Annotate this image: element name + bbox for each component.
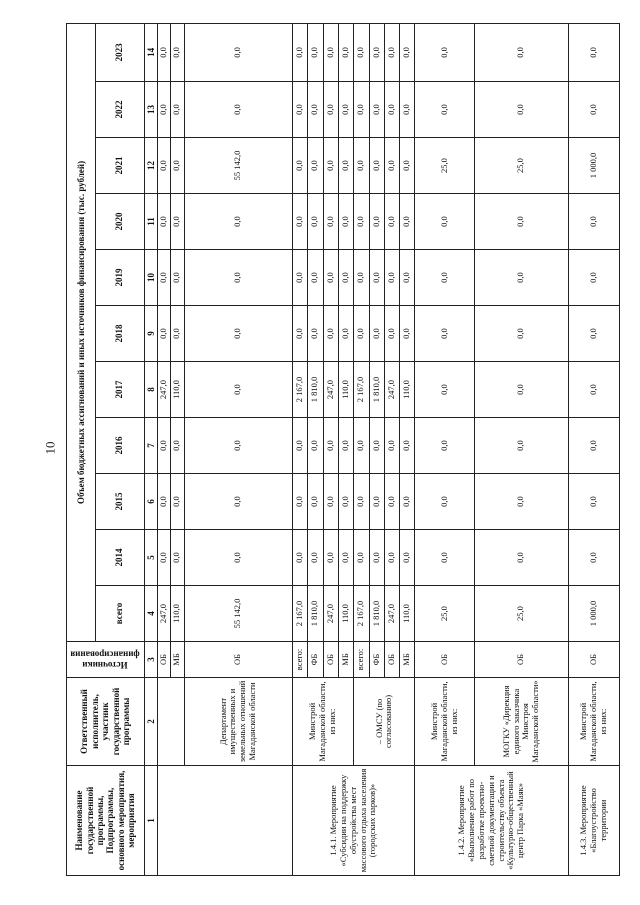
col-num: 1 [144,766,157,876]
value-cell: 25,0 [474,138,568,194]
value-cell: 1 810,0 [308,362,323,418]
value-cell: 0,0 [415,362,474,418]
value-cell: 0,0 [171,82,184,138]
value-cell: 25,0 [415,138,474,194]
source-cell: всего: [292,642,307,678]
source-cell: ОБ [474,642,568,678]
col-num: 8 [144,362,157,418]
value-cell: 1 810,0 [369,362,384,418]
value-cell: 0,0 [568,362,619,418]
source-cell: ОБ [568,642,619,678]
col-num: 14 [144,23,157,81]
value-cell: 0,0 [369,306,384,362]
source-cell: ОБ [384,642,399,678]
value-cell: 0,0 [568,250,619,306]
value-cell: 0,0 [184,474,292,530]
value-cell: 0,0 [400,138,415,194]
measure-name-cell: 1.4.3. Мероприятие «Благоустройство территории [568,766,619,876]
value-cell: 0,0 [369,418,384,474]
value-cell: 0,0 [400,418,415,474]
value-cell: 0,0 [369,250,384,306]
value-cell: 0,0 [354,418,369,474]
value-cell: 0,0 [308,138,323,194]
value-cell: 2 167,0 [354,362,369,418]
value-cell: 0,0 [384,82,399,138]
value-cell: 247,0 [157,586,170,642]
header-volume: Объем бюджетных ассигнований и иных источников финансирования (тыс. рублей) [67,23,96,641]
value-cell: 0,0 [400,23,415,81]
table-row [157,23,170,875]
value-cell: 0,0 [369,138,384,194]
value-cell: 0,0 [157,23,170,81]
source-cell: ОБ [415,642,474,678]
value-cell: 2 167,0 [354,586,369,642]
value-cell: 0,0 [384,194,399,250]
value-cell: 0,0 [338,138,353,194]
value-cell: 0,0 [384,530,399,586]
value-cell: 0,0 [369,82,384,138]
value-cell: 0,0 [323,82,338,138]
measure-name-cell: 1.4.1. Мероприятие «Субсидии на поддержку обустройства мест массового отдыха населения (городских парков)» [292,766,415,876]
value-cell: 0,0 [474,474,568,530]
source-cell: ОБ [323,642,338,678]
value-cell: 0,0 [474,194,568,250]
value-cell: 0,0 [157,250,170,306]
executor-cell: Департамент имущественных и земельных отношений Магаданской области [184,678,292,766]
value-cell: 0,0 [568,194,619,250]
year-2023: 2023 [95,23,144,81]
value-cell: 0,0 [171,194,184,250]
value-cell: 0,0 [354,474,369,530]
value-cell: 247,0 [323,586,338,642]
header-source: Источники финансирования [67,642,145,678]
financing-table [66,23,620,876]
value-cell: 0,0 [474,23,568,81]
col-num: 10 [144,250,157,306]
value-cell: 0,0 [568,82,619,138]
value-cell: 25,0 [474,586,568,642]
year-2016: 2016 [95,418,144,474]
col-num: 7 [144,418,157,474]
value-cell: 0,0 [184,250,292,306]
measure-name-cell: 1.4.2. Мероприятие «Выполнение работ по разработке проектно-сметной документации и строительству объекта «Культурно-общественный центр Парка «Маяк» [415,766,568,876]
value-cell: 0,0 [354,138,369,194]
col-num: 5 [144,530,157,586]
executor-cell-empty [157,678,184,766]
value-cell: 55 142,0 [184,138,292,194]
col-num: 3 [144,642,157,678]
value-cell: 110,0 [338,586,353,642]
value-cell: 0,0 [184,82,292,138]
value-cell: 0,0 [474,82,568,138]
value-cell: 110,0 [400,362,415,418]
value-cell: 0,0 [400,250,415,306]
value-cell: 1 810,0 [308,586,323,642]
col-num: 11 [144,194,157,250]
value-cell: 0,0 [338,474,353,530]
year-2018: 2018 [95,306,144,362]
value-cell: 0,0 [292,23,307,81]
value-cell: 0,0 [384,138,399,194]
value-cell: 0,0 [171,250,184,306]
value-cell: 0,0 [369,474,384,530]
value-cell: 0,0 [171,474,184,530]
value-cell: 0,0 [338,82,353,138]
value-cell: 0,0 [157,138,170,194]
value-cell: 0,0 [171,23,184,81]
value-cell: 2 167,0 [292,362,307,418]
value-cell: 0,0 [369,194,384,250]
source-cell: ФБ [308,642,323,678]
year-2020: 2020 [95,194,144,250]
col-num: 13 [144,82,157,138]
source-cell: МБ [171,642,184,678]
value-cell: 0,0 [184,23,292,81]
value-cell: 247,0 [323,362,338,418]
value-cell: 0,0 [568,23,619,81]
value-cell: 0,0 [338,530,353,586]
value-cell: 0,0 [308,23,323,81]
value-cell: 110,0 [171,362,184,418]
value-cell: 0,0 [308,82,323,138]
value-cell: 1 000,0 [568,586,619,642]
value-cell: 0,0 [184,194,292,250]
value-cell: 0,0 [171,306,184,362]
value-cell: 0,0 [384,474,399,530]
value-cell: 0,0 [323,250,338,306]
value-cell: 0,0 [323,474,338,530]
value-cell: 0,0 [354,82,369,138]
value-cell: 0,0 [171,138,184,194]
value-cell: 0,0 [157,418,170,474]
year-2021: 2021 [95,138,144,194]
value-cell: 247,0 [384,586,399,642]
table-row [292,23,307,875]
value-cell: 0,0 [308,530,323,586]
value-cell: 0,0 [568,474,619,530]
value-cell: 0,0 [384,418,399,474]
rotated-page [66,24,620,876]
value-cell: 0,0 [308,474,323,530]
source-cell: ОБ [184,642,292,678]
executor-cell: – ОМСУ (по согласованию) [354,678,415,766]
col-num: 9 [144,306,157,362]
col-num: 2 [144,678,157,766]
value-cell: 0,0 [400,194,415,250]
col-num: 4 [144,586,157,642]
value-cell: 0,0 [323,306,338,362]
value-cell: 0,0 [354,306,369,362]
value-cell: 247,0 [384,362,399,418]
value-cell: 0,0 [292,474,307,530]
value-cell: 1 000,0 [568,138,619,194]
value-cell: 0,0 [415,23,474,81]
table-row [474,23,568,875]
value-cell: 0,0 [323,138,338,194]
source-cell: ОБ [157,642,170,678]
year-2017: 2017 [95,362,144,418]
value-cell: 0,0 [323,418,338,474]
col-num: 12 [144,138,157,194]
value-cell: 0,0 [308,306,323,362]
value-cell: 55 142,0 [184,586,292,642]
value-cell: 0,0 [568,306,619,362]
executor-cell: МОГКУ «Дирекция единого заказчика Минстроя Магаданской области» [474,678,568,766]
year-total: всего [95,586,144,642]
value-cell: 0,0 [400,82,415,138]
value-cell: 0,0 [308,418,323,474]
value-cell: 0,0 [400,530,415,586]
value-cell: 0,0 [171,530,184,586]
value-cell: 0,0 [157,474,170,530]
year-2019: 2019 [95,250,144,306]
source-cell: МБ [338,642,353,678]
table-row [568,23,619,875]
value-cell: 0,0 [184,362,292,418]
source-cell: МБ [400,642,415,678]
value-cell: 247,0 [157,362,170,418]
value-cell: 0,0 [184,418,292,474]
value-cell: 0,0 [369,23,384,81]
value-cell: 0,0 [184,306,292,362]
value-cell: 0,0 [415,474,474,530]
value-cell: 0,0 [338,250,353,306]
value-cell: 0,0 [157,306,170,362]
value-cell: 0,0 [292,138,307,194]
value-cell: 0,0 [415,418,474,474]
table-row [354,23,369,875]
value-cell: 110,0 [171,586,184,642]
column-number-row [144,23,157,875]
executor-cell: Минстрой Магаданской области, из них: [415,678,474,766]
value-cell: 0,0 [474,418,568,474]
value-cell: 0,0 [184,530,292,586]
year-2022: 2022 [95,82,144,138]
value-cell: 0,0 [474,306,568,362]
value-cell: 0,0 [400,306,415,362]
value-cell: 0,0 [292,250,307,306]
value-cell: 0,0 [338,306,353,362]
value-cell: 0,0 [400,474,415,530]
value-cell: 0,0 [384,23,399,81]
value-cell: 0,0 [338,194,353,250]
name-cell-empty [157,766,292,876]
value-cell: 0,0 [308,194,323,250]
value-cell: 0,0 [415,194,474,250]
value-cell: 0,0 [384,250,399,306]
value-cell: 0,0 [292,418,307,474]
value-cell: 0,0 [292,306,307,362]
value-cell: 0,0 [338,418,353,474]
source-cell: всего: [354,642,369,678]
value-cell: 0,0 [338,23,353,81]
page-number: 10 [42,441,58,455]
value-cell: 0,0 [474,250,568,306]
value-cell: 0,0 [415,306,474,362]
value-cell: 0,0 [354,530,369,586]
value-cell: 0,0 [157,82,170,138]
value-cell: 0,0 [292,194,307,250]
value-cell: 0,0 [323,530,338,586]
header-name: Наименование государственной программы, Подпрограммы, основного мероприятия, мероприятия [67,766,145,876]
value-cell: 110,0 [400,586,415,642]
executor-cell: Минстрой Магаданской области, из них: [292,678,353,766]
executor-cell: Минстрой Магаданской области, из них: [568,678,619,766]
table-row [184,23,292,875]
value-cell: 0,0 [354,194,369,250]
value-cell: 0,0 [157,530,170,586]
value-cell: 0,0 [171,418,184,474]
value-cell: 2 167,0 [292,586,307,642]
value-cell: 1 810,0 [369,586,384,642]
value-cell: 0,0 [568,530,619,586]
table-row [415,23,474,875]
value-cell: 0,0 [415,250,474,306]
col-num: 6 [144,474,157,530]
value-cell: 0,0 [474,362,568,418]
value-cell: 0,0 [369,530,384,586]
header-row-1 [67,23,96,875]
value-cell: 0,0 [384,306,399,362]
value-cell: 0,0 [354,250,369,306]
value-cell: 0,0 [568,418,619,474]
value-cell: 110,0 [338,362,353,418]
header-executor: Ответственный исполнитель, участник государственной программы [67,678,145,766]
value-cell: 0,0 [308,250,323,306]
value-cell: 0,0 [157,194,170,250]
value-cell: 0,0 [415,82,474,138]
year-2014: 2014 [95,530,144,586]
year-2015: 2015 [95,474,144,530]
value-cell: 25,0 [415,586,474,642]
source-cell: ФБ [369,642,384,678]
value-cell: 0,0 [474,530,568,586]
value-cell: 0,0 [292,530,307,586]
value-cell: 0,0 [323,23,338,81]
value-cell: 0,0 [415,530,474,586]
value-cell: 0,0 [292,82,307,138]
value-cell: 0,0 [354,23,369,81]
value-cell: 0,0 [323,194,338,250]
